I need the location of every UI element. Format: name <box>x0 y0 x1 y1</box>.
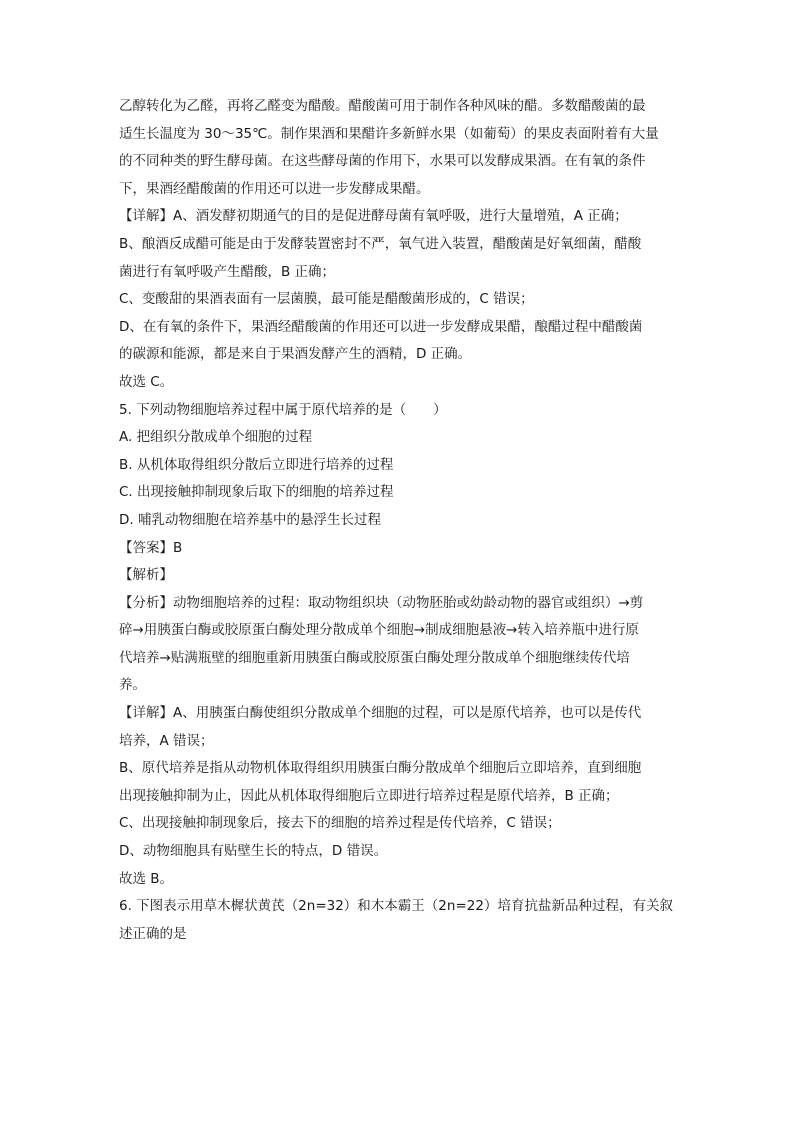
analysis-line: 【分析】动物细胞培养的过程：取动物组织块（动物胚胎或幼龄动物的器官或组织）→剪 <box>119 594 644 611</box>
text-line: 菌进行有氧呼吸产生醋酸，B 正确； <box>119 263 336 280</box>
text-line: C、变酸甜的果酒表面有一层菌膜，最可能是醋酸菌形成的，C 错误； <box>119 291 534 308</box>
detail-heading-line: 【详解】A、用胰蛋白酶使组织分散成单个细胞的过程，可以是原代培养，也可以是传代 <box>119 705 642 722</box>
analysis-line: 养。 <box>119 677 146 694</box>
conclusion-line: 故选 B。 <box>119 870 174 887</box>
conclusion-line: 故选 C。 <box>119 373 174 390</box>
text-line: C、出现接触抑制现象后，接去下的细胞的培养过程是传代培养，C 错误； <box>119 815 561 832</box>
text-line: 下，果酒经醋酸菌的作用还可以进一步发酵成果醋。 <box>119 180 430 197</box>
text-line: B、酿酒反成醋可能是由于发酵装置密封不严，氧气进入装置，醋酸菌是好氧细菌，醋酸 <box>119 235 642 252</box>
analysis-line: 代培养→贴满瓶壁的细胞重新用胰蛋白酶或胶原蛋白酶处理分散成单个细胞继续传代培 <box>119 649 630 666</box>
text-line: 出现接触抑制为止，因此从机体取得细胞后立即进行培养过程是原代培养，B 正确； <box>119 787 619 804</box>
analysis-line: 碎→用胰蛋白酶或胶原蛋白酶处理分散成单个细胞→制成细胞悬液→转入培养瓶中进行原 <box>119 622 639 639</box>
text-line: D、在有氧的条件下，果酒经醋酸菌的作用还可以进一步发酵成果醋，酿醋过程中醋酸菌 <box>119 318 643 335</box>
option-a: A. 把组织分散成单个细胞的过程 <box>119 429 313 446</box>
text-line: D、动物细胞具有贴壁生长的特点，D 错误。 <box>119 843 388 860</box>
option-d: D. 哺乳动物细胞在培养基中的悬浮生长过程 <box>119 511 381 528</box>
text-line: 的碳源和能源，都是来自于果酒发酵产生的酒精，D 正确。 <box>119 346 472 363</box>
answer-line: 【答案】B <box>119 539 183 556</box>
question-5-stem: 5. 下列动物细胞培养过程中属于原代培养的是（ ） <box>119 401 447 418</box>
text-line: 乙醇转化为乙醛，再将乙醛变为醋酸。醋酸菌可用于制作各种风味的醋。多数醋酸菌的最 <box>119 98 646 114</box>
question-6-stem: 6. 下图表示用草木樨状黄芪（2n=32）和木本霸王（2n=22）培育抗盐新品种过程，有关叙 <box>119 898 673 915</box>
analysis-heading: 【解析】 <box>119 567 173 584</box>
detail-heading-line: 【详解】A、酒发酵初期通气的目的是促进酵母菌有氧呼吸，进行大量增殖，A 正确； <box>119 208 628 225</box>
text-line: 培养，A 错误； <box>119 732 214 749</box>
text-line: 适生长温度为 30～35℃。制作果酒和果醋许多新鲜水果（如葡萄）的果皮表面附着有大量 <box>119 125 659 142</box>
option-b: B. 从机体取得组织分散后立即进行培养的过程 <box>119 456 394 473</box>
document-page <box>119 93 679 948</box>
question-6-stem: 述正确的是 <box>119 925 187 942</box>
option-c: C. 出现接触抑制现象后取下的细胞的培养过程 <box>119 484 394 501</box>
text-line: B、原代培养是指从动物机体取得组织用胰蛋白酶分散成单个细胞后立即培养，直到细胞 <box>119 760 642 777</box>
text-line: 的不同种类的野生酵母菌。在这些酵母菌的作用下，水果可以发酵成果酒。在有氧的条件 <box>119 153 646 170</box>
